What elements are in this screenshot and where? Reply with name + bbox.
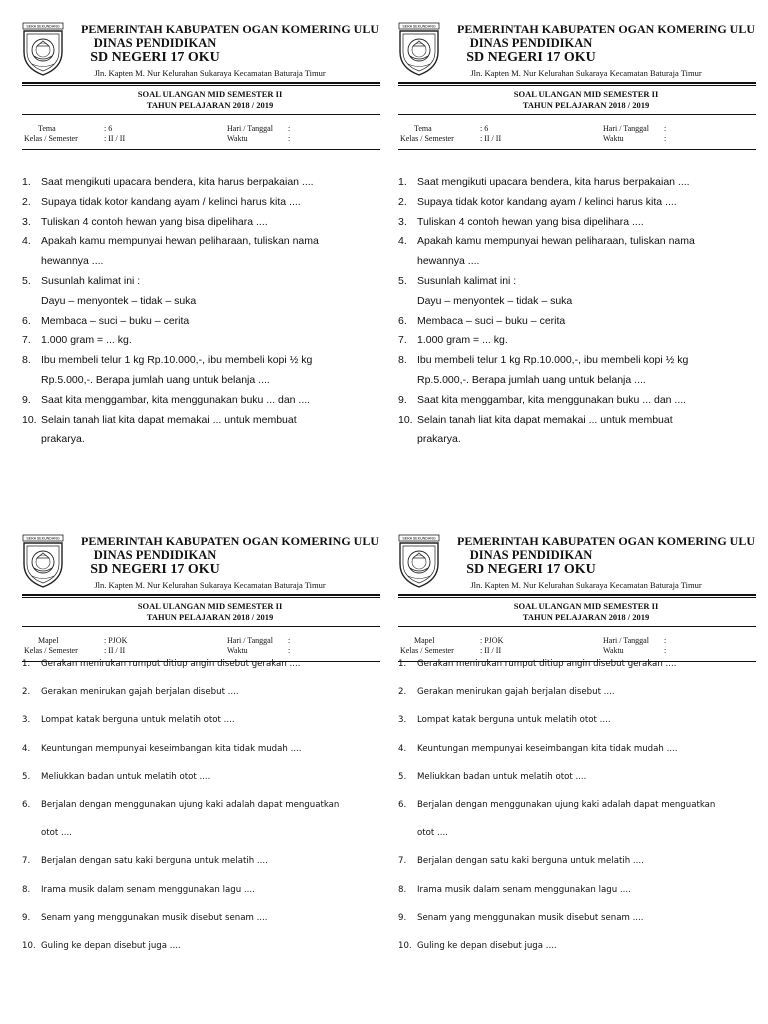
question-number: 2. — [398, 687, 407, 698]
question-number: 7. — [22, 334, 31, 347]
government-title: PEMERINTAH KABUPATEN OGAN KOMERING ULU — [80, 22, 379, 36]
question-text: Gerakan menirukan rumput ditiup angin disebut gerakan .... — [41, 659, 301, 669]
question-text: Gerakan menirukan gajah berjalan disebut .... — [417, 687, 615, 698]
question-text: Susunlah kalimat ini : — [41, 275, 141, 287]
question-number: 3. — [22, 215, 31, 228]
question-number: 10. — [398, 413, 413, 426]
question-number: 8. — [22, 354, 31, 367]
header-divider — [398, 594, 756, 596]
question-text: Berjalan dengan menggunakan ujung kaki adalah dapat menguatkan — [41, 800, 340, 810]
date-colon: : — [664, 636, 667, 645]
question-text: Rp.5.000,-. Berapa jumlah uang untuk belanja .... — [417, 374, 646, 386]
question-number: 3. — [398, 715, 407, 726]
title-divider — [398, 114, 756, 115]
question-text: Gerakan menirukan gajah berjalan disebut .... — [41, 687, 239, 698]
question-text: Selain tanah liat kita dapat memakai ... untuk membuat — [41, 413, 297, 426]
question-text: Irama musik dalam senam menggunakan lagu .... — [41, 884, 255, 895]
seal-banner-text: SERA SEKUNDANG — [402, 24, 436, 29]
question-text: Berjalan dengan menggunakan ujung kaki adalah dapat menguatkan — [417, 800, 716, 810]
question-text: Dayu – menyontek – tidak – suka — [41, 294, 197, 307]
question-text: Supaya tidak kotor kandang ayam / kelinci harus kita .... — [41, 195, 301, 208]
question-text: Ibu membeli telur 1 kg Rp.10.000,-, ibu membeli kopi ½ kg — [417, 354, 689, 367]
question-text: Selain tanah liat kita dapat memakai ... untuk membuat — [417, 413, 673, 426]
question-number: 6. — [398, 800, 407, 810]
class-semester-label: Kelas / Semester — [24, 134, 78, 143]
question-text: Membaca – suci – buku – cerita — [417, 314, 566, 327]
question-text: prakarya. — [417, 433, 461, 446]
question-number: 9. — [398, 912, 407, 923]
academic-year: TAHUN PELAJARAN 2018 / 2019 — [522, 612, 650, 622]
header-divider — [22, 82, 380, 84]
exam-sheet — [376, 512, 760, 1024]
government-title: PEMERINTAH KABUPATEN OGAN KOMERING ULU — [80, 534, 379, 548]
question-number: 9. — [22, 393, 31, 406]
question-text: Senam yang menggunakan musik disebut senam .... — [41, 912, 268, 923]
subject-value: : 6 — [104, 124, 113, 133]
question-number: 9. — [22, 912, 31, 923]
exam-sheet — [376, 0, 760, 512]
question-number: 3. — [398, 215, 407, 228]
question-text: Tuliskan 4 contoh hewan yang bisa dipelihara .... — [41, 215, 268, 228]
academic-year: TAHUN PELAJARAN 2018 / 2019 — [522, 100, 650, 110]
exam-sheet — [0, 0, 384, 512]
question-number: 8. — [398, 884, 407, 895]
question-number: 10. — [22, 413, 37, 426]
class-semester-value: : II / II — [104, 646, 126, 655]
question-text: Apakah kamu mempunyai hewan peliharaan, tuliskan nama — [41, 235, 319, 248]
date-label: Hari / Tanggal — [603, 124, 649, 133]
time-colon: : — [288, 646, 291, 655]
question-number: 6. — [22, 314, 31, 327]
question-text: Saat kita menggambar, kita menggunakan buku ... dan .... — [41, 393, 311, 406]
school-title: SD NEGERI 17 OKU — [466, 562, 596, 577]
date-label: Hari / Tanggal — [227, 636, 273, 645]
question-number: 2. — [22, 195, 31, 208]
government-title: PEMERINTAH KABUPATEN OGAN KOMERING ULU — [456, 534, 755, 548]
question-text: Ibu membeli telur 1 kg Rp.10.000,-, ibu membeli kopi ½ kg — [41, 354, 313, 367]
question-number: 7. — [398, 334, 407, 347]
question-text: Irama musik dalam senam menggunakan lagu .... — [417, 884, 631, 895]
question-number: 6. — [398, 314, 407, 327]
question-number: 2. — [22, 687, 31, 698]
date-colon: : — [664, 124, 667, 133]
date-colon: : — [288, 636, 291, 645]
class-semester-label: Kelas / Semester — [24, 646, 78, 655]
question-number: 7. — [22, 856, 31, 867]
question-text: Gerakan menirukan rumput ditiup angin disebut gerakan .... — [417, 659, 677, 669]
date-label: Hari / Tanggal — [227, 124, 273, 133]
exam-title: SOAL ULANGAN MID SEMESTER II — [137, 89, 283, 99]
header-divider-thin — [22, 597, 380, 598]
school-title: SD NEGERI 17 OKU — [90, 50, 220, 65]
question-text: Rp.5.000,-. Berapa jumlah uang untuk belanja .... — [41, 374, 270, 386]
seal-banner-text: SERA SEKUNDANG — [402, 536, 436, 541]
subject-value: : 6 — [480, 124, 489, 133]
question-number: 8. — [22, 884, 31, 895]
class-semester-value: : II / II — [480, 646, 502, 655]
question-number: 2. — [398, 195, 407, 208]
question-number: 10. — [22, 941, 36, 951]
question-number: 4. — [398, 743, 407, 754]
subject-label: Mapel — [414, 636, 435, 645]
question-text: Saat kita menggambar, kita menggunakan buku ... dan .... — [417, 393, 687, 406]
question-text: otot .... — [41, 828, 72, 839]
question-number: 1. — [398, 176, 407, 188]
question-text: Meliukkan badan untuk melatih otot .... — [417, 771, 587, 782]
question-text: Berjalan dengan satu kaki berguna untuk melatih .... — [41, 856, 268, 867]
question-text: 1.000 gram = ... kg. — [41, 334, 132, 347]
question-text: Berjalan dengan satu kaki berguna untuk melatih .... — [417, 856, 644, 867]
date-colon: : — [288, 124, 291, 133]
question-text: prakarya. — [41, 433, 85, 446]
header-divider-thin — [398, 85, 756, 86]
question-text: Saat mengikuti upacara bendera, kita harus berpakaian .... — [41, 176, 314, 188]
seal-banner-text: SERA SEKUNDANG — [26, 536, 60, 541]
question-number: 1. — [398, 659, 407, 669]
school-address: Jln. Kapten M. Nur Kelurahan Sukaraya Kecamatan Baturaja Timur — [94, 68, 326, 78]
exam-title: SOAL ULANGAN MID SEMESTER II — [513, 601, 659, 611]
date-label: Hari / Tanggal — [603, 636, 649, 645]
time-colon: : — [288, 134, 291, 143]
question-text: 1.000 gram = ... kg. — [417, 334, 508, 347]
question-text: Dayu – menyontek – tidak – suka — [417, 294, 573, 307]
government-title: PEMERINTAH KABUPATEN OGAN KOMERING ULU — [456, 22, 755, 36]
question-number: 4. — [22, 743, 31, 754]
question-number: 9. — [398, 393, 407, 406]
exam-sheet — [0, 512, 384, 1024]
question-text: Apakah kamu mempunyai hewan peliharaan, tuliskan nama — [417, 235, 695, 248]
question-text: Lompat katak berguna untuk melatih otot .... — [417, 715, 611, 726]
header-divider-thin — [22, 85, 380, 86]
class-semester-value: : II / II — [480, 134, 502, 143]
question-number: 10. — [398, 941, 412, 951]
exam-title: SOAL ULANGAN MID SEMESTER II — [137, 601, 283, 611]
question-text: hewannya .... — [41, 255, 104, 268]
question-number: 5. — [398, 275, 407, 287]
title-divider — [22, 626, 380, 627]
question-text: Senam yang menggunakan musik disebut senam .... — [417, 912, 644, 923]
question-number: 4. — [398, 235, 407, 248]
question-text: Lompat katak berguna untuk melatih otot .... — [41, 715, 235, 726]
title-divider — [22, 114, 380, 115]
time-label: Waktu — [227, 134, 248, 143]
meta-divider — [398, 149, 756, 150]
question-text: hewannya .... — [417, 255, 480, 268]
time-colon: : — [664, 134, 667, 143]
time-label: Waktu — [603, 134, 624, 143]
question-text: otot .... — [417, 828, 448, 839]
header-divider — [398, 82, 756, 84]
academic-year: TAHUN PELAJARAN 2018 / 2019 — [146, 612, 274, 622]
school-title: SD NEGERI 17 OKU — [90, 562, 220, 577]
school-title: SD NEGERI 17 OKU — [466, 50, 596, 65]
meta-divider — [22, 149, 380, 150]
question-text: Susunlah kalimat ini : — [417, 275, 517, 287]
question-number: 5. — [22, 275, 31, 287]
time-label: Waktu — [227, 646, 248, 655]
department-title: DINAS PENDIDIKAN — [93, 36, 217, 50]
academic-year: TAHUN PELAJARAN 2018 / 2019 — [146, 100, 274, 110]
question-text: Saat mengikuti upacara bendera, kita harus berpakaian .... — [417, 176, 690, 188]
question-number: 1. — [22, 659, 31, 669]
question-number: 6. — [22, 800, 31, 810]
question-text: Keuntungan mempunyai keseimbangan kita tidak mudah .... — [417, 743, 678, 754]
question-number: 4. — [22, 235, 31, 248]
department-title: DINAS PENDIDIKAN — [93, 548, 217, 562]
subject-value: : PJOK — [480, 636, 504, 645]
question-text: Guling ke depan disebut juga .... — [41, 941, 181, 951]
exam-title: SOAL ULANGAN MID SEMESTER II — [513, 89, 659, 99]
header-divider-thin — [398, 597, 756, 598]
seal-banner-text: SERA SEKUNDANG — [26, 24, 60, 29]
question-number: 5. — [22, 771, 31, 782]
subject-label: Tema — [414, 124, 432, 133]
time-label: Waktu — [603, 646, 624, 655]
time-colon: : — [664, 646, 667, 655]
class-semester-label: Kelas / Semester — [400, 134, 454, 143]
school-address: Jln. Kapten M. Nur Kelurahan Sukaraya Kecamatan Baturaja Timur — [470, 68, 702, 78]
question-number: 3. — [22, 715, 31, 726]
question-number: 7. — [398, 856, 407, 867]
subject-label: Tema — [38, 124, 56, 133]
department-title: DINAS PENDIDIKAN — [469, 548, 593, 562]
question-text: Supaya tidak kotor kandang ayam / kelinci harus kita .... — [417, 195, 677, 208]
question-text: Membaca – suci – buku – cerita — [41, 314, 190, 327]
subject-label: Mapel — [38, 636, 59, 645]
subject-value: : PJOK — [104, 636, 128, 645]
question-text: Keuntungan mempunyai keseimbangan kita tidak mudah .... — [41, 743, 302, 754]
question-number: 1. — [22, 176, 31, 188]
header-divider — [22, 594, 380, 596]
title-divider — [398, 626, 756, 627]
question-number: 8. — [398, 354, 407, 367]
question-text: Guling ke depan disebut juga .... — [417, 941, 557, 951]
department-title: DINAS PENDIDIKAN — [469, 36, 593, 50]
question-number: 5. — [398, 771, 407, 782]
question-text: Tuliskan 4 contoh hewan yang bisa dipelihara .... — [417, 215, 644, 228]
class-semester-label: Kelas / Semester — [400, 646, 454, 655]
school-address: Jln. Kapten M. Nur Kelurahan Sukaraya Kecamatan Baturaja Timur — [470, 580, 702, 590]
school-address: Jln. Kapten M. Nur Kelurahan Sukaraya Kecamatan Baturaja Timur — [94, 580, 326, 590]
class-semester-value: : II / II — [104, 134, 126, 143]
question-text: Meliukkan badan untuk melatih otot .... — [41, 771, 211, 782]
